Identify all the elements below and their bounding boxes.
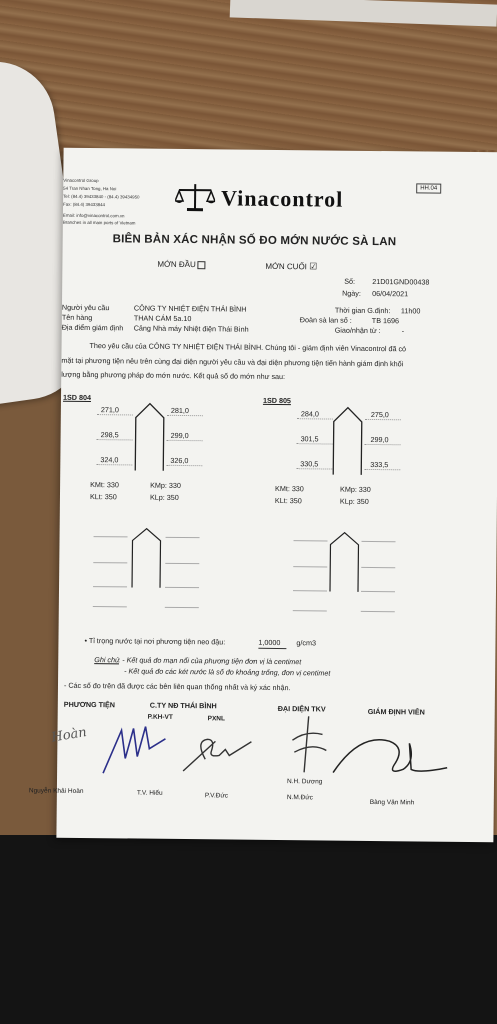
sign-pxnl-heading: PXNL	[207, 715, 226, 723]
barge-1-name: 1SD 804	[62, 392, 92, 403]
tank-2-diagram	[329, 531, 360, 593]
blank-line	[93, 606, 127, 607]
scales-logo-icon	[175, 181, 215, 213]
khvt-signature	[99, 718, 170, 779]
time-label: Thời gian G.định:	[334, 305, 391, 316]
company-email: Email: info@vinacontrol.com.vn	[62, 212, 125, 219]
barge-1-right-draft-1: 281,0	[170, 405, 189, 416]
time-value: 11h00	[400, 306, 421, 316]
blank-line	[165, 607, 199, 608]
blank-line	[93, 562, 127, 563]
density-label: • Tỉ trọng nước tại nơi phương tiện neo đậu:	[84, 635, 226, 647]
inspector-signature	[329, 723, 450, 784]
barge-2-klp: KLp: 350	[339, 496, 369, 506]
company-fax: Fax: (84.4) 39433844	[63, 201, 106, 208]
blank-line	[165, 587, 199, 588]
blank-line	[361, 591, 395, 592]
barge-2-hull-diagram	[332, 406, 363, 476]
so-value: 21D01GND00438	[372, 276, 430, 287]
company-address: 54 Tran Nhan Tong, Ha Noi	[63, 185, 117, 192]
paragraph-line-2: mặt tại phương tiện nêu trên cùng đại diện người yêu cầu và đại diện phương tiện tiến hành giám định khối	[61, 355, 404, 369]
barge-1-klt: KLt: 350	[89, 492, 117, 502]
dotted-line	[166, 465, 202, 466]
barge-2-kmp: KMp: 330	[340, 484, 371, 494]
tkv-signature	[282, 712, 333, 778]
ngay-value: 06/04/2021	[372, 288, 409, 299]
dotted-line	[96, 464, 132, 465]
dotted-line	[296, 468, 332, 469]
dotted-line	[167, 440, 203, 441]
mon-cuoi-check-icon: ☑	[309, 261, 318, 272]
mon-dau-option	[157, 260, 206, 270]
tkv-name-1: N.H. Dương	[286, 778, 323, 786]
dotted-line	[167, 415, 203, 416]
dotted-line	[297, 443, 333, 444]
blank-line	[362, 541, 396, 542]
tank-1-diagram	[131, 526, 162, 588]
blank-line	[361, 567, 395, 568]
brand-name: Vinacontrol	[220, 185, 344, 212]
tkv-name-2: N.M.Đức	[286, 794, 313, 802]
requester-label: Người yêu cầu	[61, 302, 110, 313]
sign-khvt-heading: P.KH-VT	[147, 713, 173, 721]
blank-line	[361, 611, 395, 612]
dotted-line	[365, 444, 401, 445]
barge-1-left-draft-2: 298,5	[100, 430, 119, 440]
barge-2-klt: KLt: 350	[274, 495, 302, 506]
sign-company-heading: C.TY NĐ THÁI BÌNH	[149, 700, 217, 711]
blank-line	[294, 540, 328, 541]
sign-vessel-heading: PHƯƠNG TIỆN	[63, 699, 116, 710]
notes-line-2: - Kết quả đo các két nước là số đo khoảng trống, đơn vị centimet	[124, 666, 331, 678]
barge-2-name: 1SD 805	[262, 395, 292, 406]
ngay-label: Ngày:	[342, 288, 361, 298]
place-value: Cảng Nhà máy Nhiệt điện Thái Bình	[133, 323, 249, 334]
blank-line	[293, 590, 327, 591]
goods-label: Tên hàng	[61, 312, 93, 323]
pxnl-signature	[175, 721, 256, 777]
blank-line	[293, 610, 327, 611]
blank-line	[293, 566, 327, 567]
barge-1-kmt: KMt: 330	[90, 480, 119, 490]
company-group: Vinacontrol Group	[63, 177, 99, 184]
khvt-name: T.V. Hiếu	[136, 789, 163, 797]
barge-2-right-draft-2: 299,0	[370, 434, 389, 445]
company-branches: Branches in all main ports of Vietnam	[62, 219, 136, 226]
barge-1-klp: KLp: 350	[149, 492, 179, 502]
barge-2-right-draft-1: 275,0	[370, 409, 389, 420]
form-code: HH.04	[416, 183, 441, 193]
document-page	[28, 148, 497, 843]
barge-label: Đoàn sà lan số :	[299, 315, 352, 325]
barge-1-left-draft-3: 324,0	[100, 455, 119, 465]
blank-line	[165, 563, 199, 564]
company-tel: Tel: (84.4) 39433840 - (84.4) 39434950	[63, 193, 140, 200]
vessel-signature: Hoàn	[50, 725, 88, 746]
barge-1-kmp: KMp: 330	[150, 480, 181, 490]
sign-inspector-heading: GIÁM ĐỊNH VIÊN	[367, 706, 425, 717]
blank-line	[93, 586, 127, 587]
notes-line-3: - Các số đo trên đã được các bên liên quan thống nhất và ký xác nhận.	[63, 680, 291, 693]
dotted-line	[365, 419, 401, 420]
document-title: BIÊN BẢN XÁC NHẬN SỐ ĐO MỚN NƯỚC SÀ LAN	[112, 233, 397, 249]
barge-1-left-draft-1: 271,0	[100, 405, 119, 415]
barge-2-left-draft-2: 301,5	[300, 434, 319, 444]
dark-cloth	[0, 835, 497, 1024]
vessel-name: Nguyễn Khải Hoàn	[28, 787, 84, 795]
dotted-line	[297, 418, 333, 419]
deliver-label: Giao/nhận từ :	[334, 325, 381, 336]
barge-2-left-draft-3: 330,5	[300, 459, 319, 469]
density-value: 1,0000	[258, 638, 286, 649]
sign-tkv-heading: ĐẠI DIỆN TKV	[277, 704, 326, 714]
barge-2-right-draft-3: 333,5	[370, 459, 389, 470]
notes-line-1: : - Kết quả đo mạn nổi của phương tiện đơn vị là centimet	[118, 655, 302, 667]
inspector-name: Bàng Văn Minh	[369, 798, 415, 807]
paragraph-line-3: lượng bằng phương pháp đo mớn nước. Kết quả số đo mớn như sau:	[61, 369, 286, 382]
paragraph-line-1: Theo yêu cầu của CÔNG TY NHIỆT ĐIỆN THÁI BÌNH. Chúng tôi - giám định viên Vinacontrol đã có	[89, 341, 407, 354]
barge-1-right-draft-3: 326,0	[170, 455, 189, 466]
requester-value: CÔNG TY NHIỆT ĐIỆN THÁI BÌNH	[133, 303, 247, 314]
mon-cuoi-label: MỚN CUỐI	[265, 261, 307, 272]
place-label: Địa điểm giám định	[61, 322, 124, 333]
density-unit: g/cm3	[296, 638, 317, 648]
pxnl-name: P.V.Đức	[204, 792, 229, 800]
mon-cuoi-option	[265, 261, 317, 273]
so-label: Số:	[344, 276, 356, 286]
notes-label: Ghi chú	[94, 655, 120, 665]
goods-value: THAN CÁM 5a.10	[133, 313, 192, 324]
dotted-line	[364, 469, 400, 470]
dotted-line	[97, 439, 133, 440]
blank-line	[94, 536, 128, 537]
mon-dau-label: MỚN ĐẦU	[157, 259, 196, 270]
barge-1-right-draft-2: 299,0	[170, 430, 189, 441]
barge-2-left-draft-1: 284,0	[300, 409, 319, 419]
barge-value: TB 1696	[371, 315, 400, 326]
dotted-line	[97, 414, 133, 415]
barge-1-hull-diagram	[134, 401, 165, 471]
blank-line	[166, 537, 200, 538]
mon-dau-checkbox	[198, 261, 206, 269]
barge-2-kmt: KMt: 330	[275, 483, 304, 494]
deliver-value: -	[401, 326, 405, 336]
